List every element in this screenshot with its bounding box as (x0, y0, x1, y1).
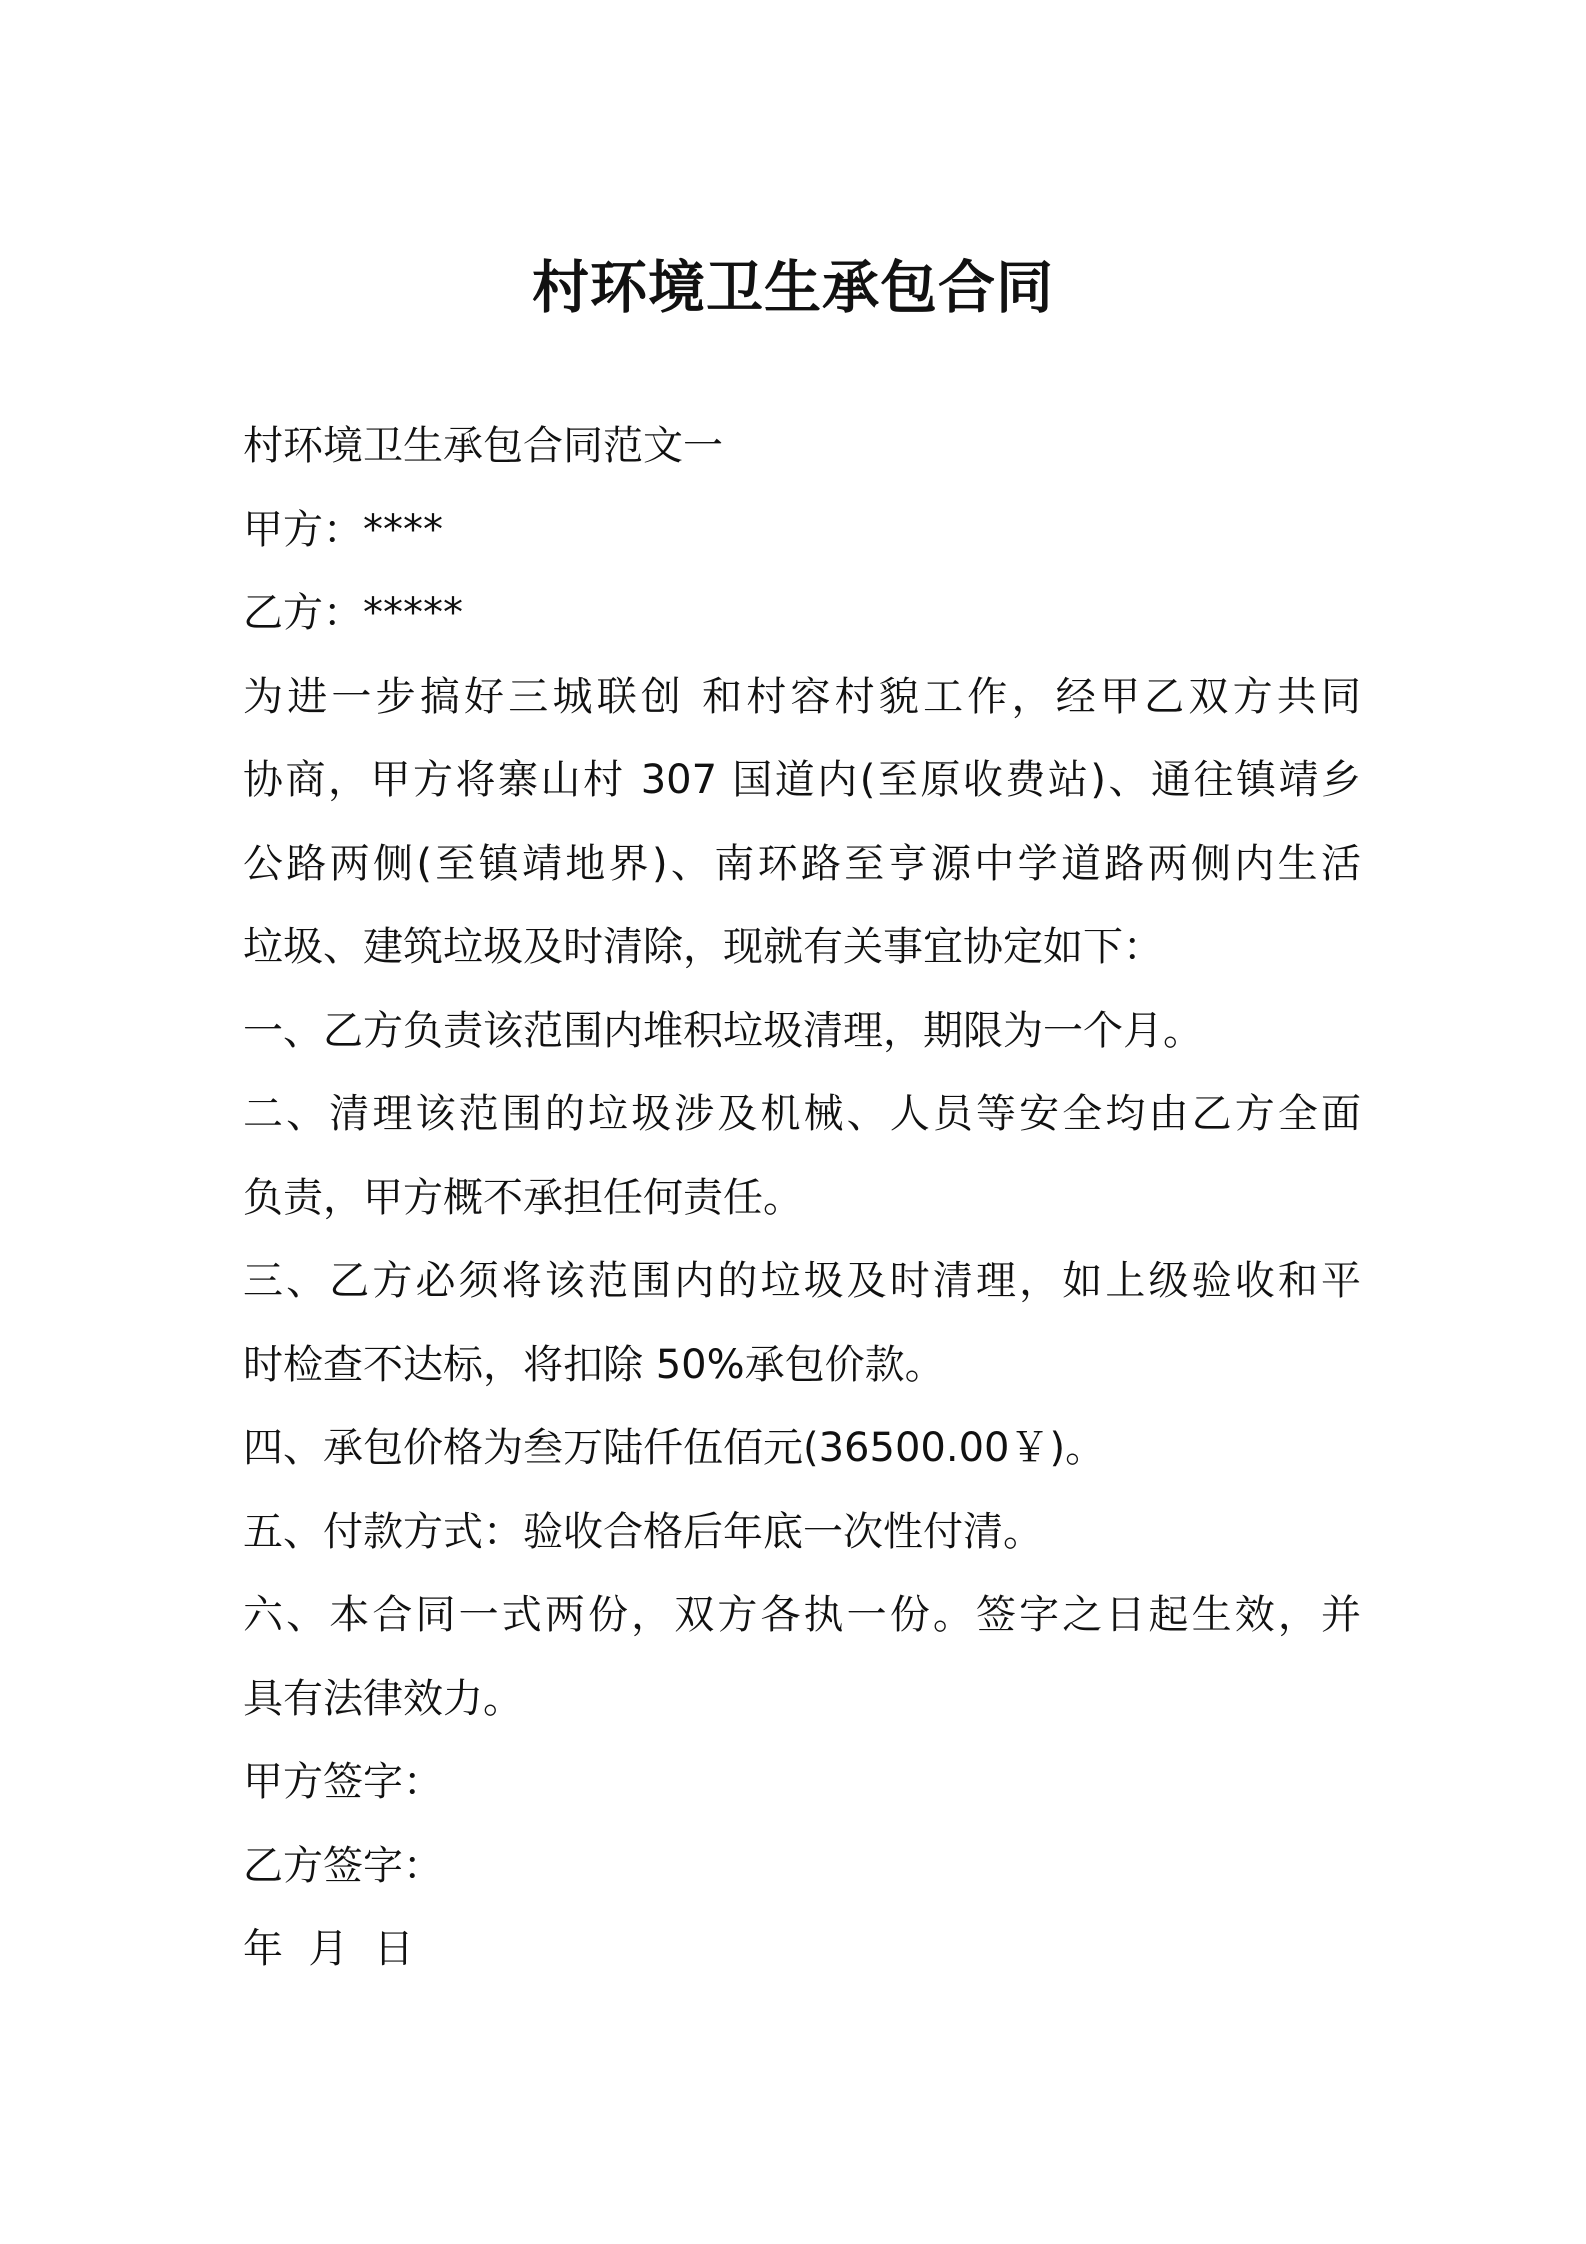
party-a-line: 甲方：**** (243, 506, 443, 553)
date-line: 年 月 日 (243, 1926, 414, 1972)
intro-line-2: 协商，甲方将寨山村 307 国道内(至原收费站)、通往镇靖乡 (243, 757, 1361, 803)
intro-line-1: 为进一步搞好三城联创 和村容村貌工作，经甲乙双方共同 (243, 673, 1361, 720)
clause-5: 五、付款方式：验收合格后年底一次性付清。 (243, 1508, 1043, 1555)
intro-line-4: 垃圾、建筑垃圾及时清除，现就有关事宜协定如下： (243, 924, 1163, 970)
clause-4: 四、承包价格为叁万陆仟伍佰元(36500.00￥)。 (243, 1425, 1106, 1471)
clause-2-line-2: 负责，甲方概不承担任何责任。 (243, 1174, 803, 1221)
clause-3-line-1: 三、乙方必须将该范围内的垃圾及时清理，如上级验收和平 (243, 1258, 1361, 1304)
party-b-signature: 乙方签字： (243, 1842, 443, 1889)
clause-6-line-2: 具有法律效力。 (243, 1675, 523, 1722)
clause-1: 一、乙方负责该范围内堆积垃圾清理，期限为一个月。 (243, 1007, 1203, 1054)
document-body (243, 405, 1361, 1992)
subtitle: 村环境卫生承包合同范文一 (243, 423, 723, 469)
party-a-signature: 甲方签字： (243, 1759, 443, 1805)
clause-3-line-2: 时检查不达标，将扣除 50%承包价款。 (243, 1341, 945, 1388)
party-b-line: 乙方：***** (243, 590, 463, 636)
document-title: 村环境卫生承包合同 (532, 255, 1054, 321)
clause-6-line-1: 六、本合同一式两份，双方各执一份。签字之日起生效，并 (243, 1592, 1361, 1638)
clause-2-line-1: 二、清理该范围的垃圾涉及机械、人员等安全均由乙方全面 (243, 1091, 1361, 1137)
intro-line-3: 公路两侧(至镇靖地界)、南环路至亨源中学道路两侧内生活 (243, 840, 1361, 887)
